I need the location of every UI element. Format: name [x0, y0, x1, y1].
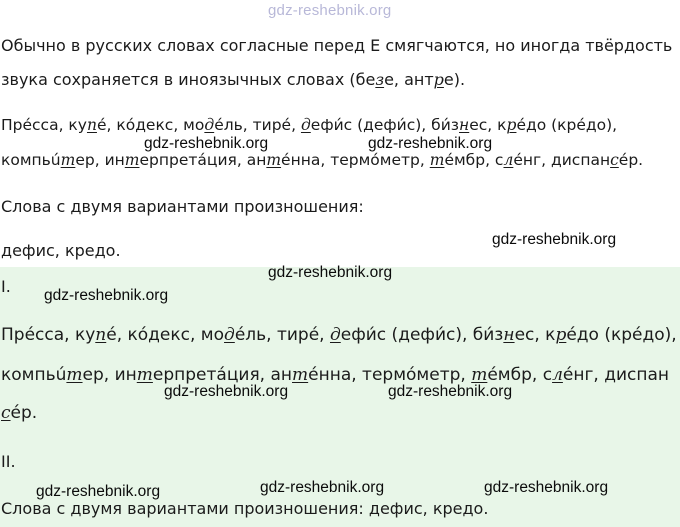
intro-line-1: Обычно в русских словах согласные перед Е смягчаются, но иногда твёрдость: [1, 36, 673, 55]
text-segment: é, кóдекс, мо: [96, 116, 205, 134]
text-segment: éль, тирé,: [214, 116, 301, 134]
highlighted-letter: р: [555, 325, 567, 345]
text-segment: éль, тирé,: [234, 325, 330, 345]
highlighted-letter: д: [329, 325, 341, 345]
highlighted-letter: т: [66, 365, 83, 385]
section-2-text: Слова с двумя вариантами произношения: дефис, кредо.: [1, 499, 489, 518]
text-segment: ерпретáция, ан: [152, 365, 293, 385]
text-segment: ер, ин: [82, 365, 137, 385]
text-segment: Прéсса, ку: [1, 116, 87, 134]
two-variants-label: Слова с двумя вариантами произношения:: [1, 197, 364, 216]
text-segment: éнна, термóметр,: [308, 365, 472, 385]
section-1-line-1: [1, 325, 677, 345]
section-1-marker: I.: [1, 277, 11, 296]
watermark: gdz-reshebnik.org: [492, 231, 617, 248]
highlighted-letter: т: [292, 365, 309, 385]
section-1-line-3: [1, 403, 37, 423]
highlighted-letter: с: [1, 403, 11, 423]
text-segment: Прéсса, ку: [1, 325, 96, 345]
highlighted-letter: п: [86, 116, 97, 134]
section-2-marker: II.: [1, 452, 16, 471]
text-segment: ефи́с (дефи́с), би́з: [310, 116, 460, 134]
text-segment: éр.: [10, 403, 38, 423]
text-segment: éр.: [618, 151, 644, 169]
highlighted-letter: т: [429, 151, 445, 169]
text-segment: ефи́с (дефи́с), би́з: [340, 325, 504, 345]
highlighted-letter: р: [506, 116, 517, 134]
highlighted-letter: н: [459, 116, 470, 134]
watermark: gdz-reshebnik.org: [368, 135, 493, 152]
watermark: gdz-reshebnik.org: [260, 479, 385, 496]
highlighted-letter: п: [95, 325, 107, 345]
text-segment: компьú: [1, 365, 67, 385]
two-variants-words: дефис, кредо.: [1, 241, 121, 260]
highlighted-letter: н: [503, 325, 515, 345]
text-segment: éдо (крéдо),: [516, 116, 618, 134]
text-segment: ес, к: [514, 325, 556, 345]
highlighted-letter: т: [266, 151, 282, 169]
text-segment: ес, к: [469, 116, 507, 134]
text-segment: éмбр, с: [444, 151, 504, 169]
watermark: gdz-reshebnik.org: [36, 483, 161, 500]
watermark: gdz-reshebnik.org: [144, 135, 269, 152]
section-1-line-2: [1, 365, 669, 385]
highlighted-letter: т: [471, 365, 488, 385]
highlighted-letter: т: [124, 151, 140, 169]
text-segment: éнна, термóметр,: [281, 151, 430, 169]
text-segment: ерпретáция, ан: [139, 151, 267, 169]
text-segment: é, кóдекс, мо: [106, 325, 225, 345]
highlighted-letter: т: [136, 365, 153, 385]
highlighted-letter: л: [552, 365, 563, 385]
highlighted-letter: д: [204, 116, 215, 134]
text-segment: éнг, диспан: [562, 365, 669, 385]
watermark: gdz-reshebnik.org: [268, 264, 393, 281]
highlighted-letter: т: [60, 151, 76, 169]
text-segment: éмбр, с: [487, 365, 553, 385]
text-segment: ер, ин: [75, 151, 125, 169]
watermark: gdz-reshebnik.org: [44, 287, 169, 304]
intro-line-2: звука сохраняется в иноязычных словах (безе, антре).: [1, 70, 466, 89]
text-segment: éнг, диспан: [513, 151, 611, 169]
watermark: gdz-reshebnik.org: [388, 383, 513, 400]
watermark: gdz-reshebnik.org: [484, 479, 609, 496]
highlighted-letter: д: [300, 116, 311, 134]
text-segment: компьú: [1, 151, 61, 169]
highlighted-letter: с: [610, 151, 619, 169]
watermark-top: gdz-reshebnik.org: [268, 2, 392, 19]
text-segment: éдо (крéдо),: [566, 325, 677, 345]
highlighted-letter: л: [503, 151, 514, 169]
watermark: gdz-reshebnik.org: [164, 383, 289, 400]
highlighted-letter: д: [224, 325, 235, 345]
words-line-1: [1, 116, 617, 134]
words-line-2: [1, 151, 643, 169]
